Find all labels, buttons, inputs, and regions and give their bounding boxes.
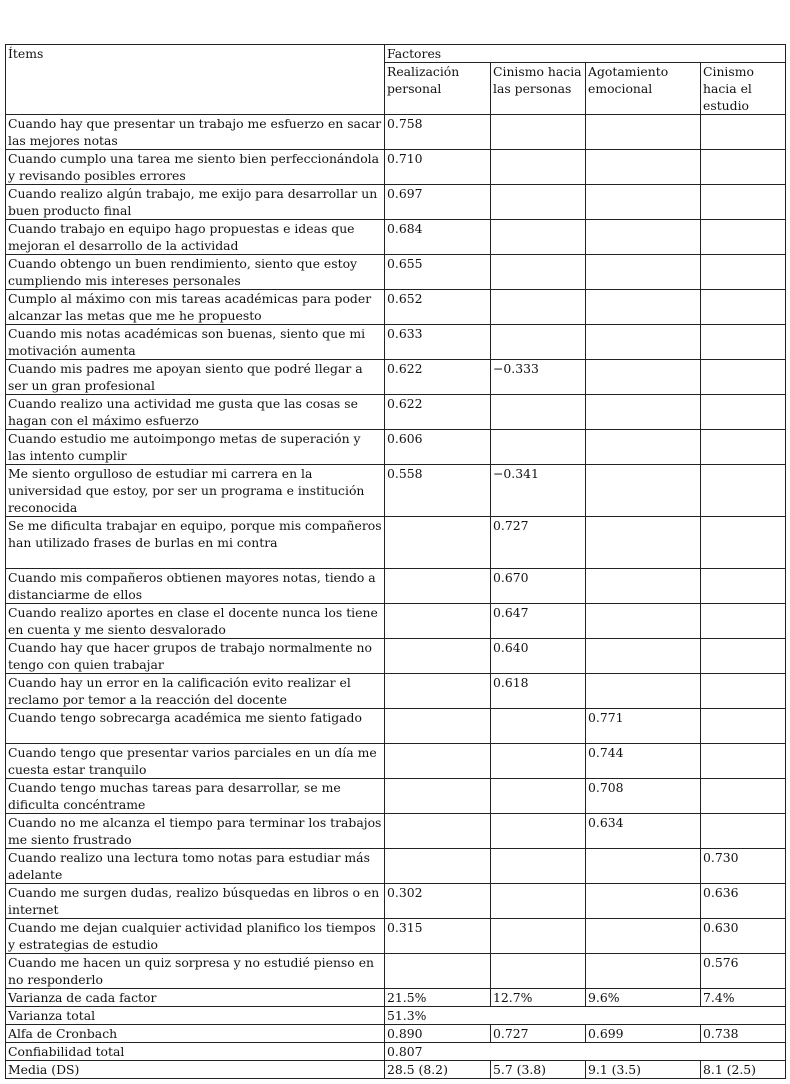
summary-value: 0.699 xyxy=(586,1025,701,1043)
summary-value: 7.4% xyxy=(701,989,786,1007)
loading-cell xyxy=(586,430,701,465)
mean-sd-row xyxy=(6,1061,786,1079)
item-text: Se me dificulta trabajar en equipo, porque mis compañeros han utilizado frases de burlas en mi contra xyxy=(6,517,385,569)
table-row xyxy=(6,639,786,674)
loading-cell xyxy=(701,569,786,604)
item-text: Me siento orgulloso de estudiar mi carrera en la universidad que estoy, por ser un programa e institución reconocida xyxy=(6,465,385,517)
factor-header: Agotamiento emocional xyxy=(586,63,701,115)
summary-value: 8.1 (2.5) xyxy=(701,1061,786,1079)
loading-cell xyxy=(491,884,586,919)
loading-cell xyxy=(586,150,701,185)
loading-cell xyxy=(586,674,701,709)
loading-cell: 0.655 xyxy=(385,255,491,290)
variance-total-row xyxy=(6,1007,786,1025)
loading-cell: 0.315 xyxy=(385,919,491,954)
loading-cell xyxy=(586,849,701,884)
factor-header: Cinismo hacia el estudio xyxy=(701,63,786,115)
item-text: Cuando hay que hacer grupos de trabajo normalmente no tengo con quien trabajar xyxy=(6,639,385,674)
item-text: Cuando tengo sobrecarga académica me siento fatigado xyxy=(6,709,385,744)
loading-cell: 0.652 xyxy=(385,290,491,325)
loading-cell xyxy=(701,220,786,255)
loading-cell xyxy=(586,255,701,290)
loading-cell xyxy=(385,954,491,989)
item-text: Cuando tengo que presentar varios parciales en un día me cuesta estar tranquilo xyxy=(6,744,385,779)
summary-value: 9.6% xyxy=(586,989,701,1007)
loading-cell xyxy=(701,517,786,569)
loading-cell xyxy=(491,744,586,779)
loading-cell xyxy=(701,465,786,517)
loading-cell: 0.618 xyxy=(491,674,586,709)
loading-cell xyxy=(701,814,786,849)
table-row xyxy=(6,744,786,779)
summary-value: 21.5% xyxy=(385,989,491,1007)
item-text: Cuando tengo muchas tareas para desarrollar, se me dificulta concéntrame xyxy=(6,779,385,814)
reliability-total-row xyxy=(6,1043,786,1061)
table-row xyxy=(6,360,786,395)
item-text: Cuando estudio me autoimpongo metas de superación y las intento cumplir xyxy=(6,430,385,465)
factor-header: Realización personal xyxy=(385,63,491,115)
summary-label: Alfa de Cronbach xyxy=(6,1025,385,1043)
item-text: Cuando realizo aportes en clase el docente nunca los tiene en cuenta y me siento desvalorado xyxy=(6,604,385,639)
loading-cell xyxy=(586,220,701,255)
summary-value: 51.3% xyxy=(385,1007,786,1025)
loading-cell xyxy=(586,569,701,604)
loading-cell xyxy=(385,744,491,779)
summary-value: 0.727 xyxy=(491,1025,586,1043)
loading-cell: 0.633 xyxy=(385,325,491,360)
loading-cell xyxy=(491,185,586,220)
loading-cell xyxy=(701,290,786,325)
table-row xyxy=(6,814,786,849)
loading-cell xyxy=(491,814,586,849)
loading-cell: −0.333 xyxy=(491,360,586,395)
loading-cell xyxy=(701,395,786,430)
item-text: Cuando obtengo un buen rendimiento, siento que estoy cumpliendo mis intereses personales xyxy=(6,255,385,290)
item-text: Cuando hay que presentar un trabajo me esfuerzo en sacar las mejores notas xyxy=(6,115,385,150)
loading-cell xyxy=(701,255,786,290)
loading-cell xyxy=(701,150,786,185)
summary-value: 12.7% xyxy=(491,989,586,1007)
table-row xyxy=(6,569,786,604)
loading-cell: 0.636 xyxy=(701,884,786,919)
summary-value: 9.1 (3.5) xyxy=(586,1061,701,1079)
summary-label: Varianza de cada factor xyxy=(6,989,385,1007)
loading-cell xyxy=(491,395,586,430)
loading-cell: 0.622 xyxy=(385,395,491,430)
loading-cell xyxy=(491,709,586,744)
loading-cell xyxy=(586,884,701,919)
summary-value: 5.7 (3.8) xyxy=(491,1061,586,1079)
loading-cell xyxy=(701,185,786,220)
loading-cell xyxy=(586,360,701,395)
summary-value: 0.890 xyxy=(385,1025,491,1043)
loading-cell xyxy=(586,290,701,325)
loading-cell xyxy=(491,430,586,465)
loading-cell xyxy=(701,744,786,779)
table-row xyxy=(6,884,786,919)
table-row xyxy=(6,919,786,954)
item-text: Cuando realizo algún trabajo, me exijo para desarrollar un buen producto final xyxy=(6,185,385,220)
loading-cell xyxy=(586,185,701,220)
summary-value: 0.738 xyxy=(701,1025,786,1043)
loading-cell xyxy=(701,430,786,465)
item-text: Cuando trabajo en equipo hago propuestas e ideas que mejoran el desarrollo de la actividad xyxy=(6,220,385,255)
loading-cell xyxy=(701,674,786,709)
loading-cell xyxy=(385,639,491,674)
loading-cell xyxy=(586,465,701,517)
summary-label: Media (DS) xyxy=(6,1061,385,1079)
loading-cell xyxy=(701,604,786,639)
loading-cell: 0.606 xyxy=(385,430,491,465)
summary-value: 28.5 (8.2) xyxy=(385,1061,491,1079)
loading-cell: 0.576 xyxy=(701,954,786,989)
loading-cell xyxy=(385,709,491,744)
summary-value: 0.807 xyxy=(385,1043,786,1061)
item-text: Cuando me surgen dudas, realizo búsquedas en libros o en internet xyxy=(6,884,385,919)
summary-label: Confiabilidad total xyxy=(6,1043,385,1061)
loading-cell xyxy=(586,639,701,674)
table-row xyxy=(6,779,786,814)
loading-cell xyxy=(385,604,491,639)
item-text: Cumplo al máximo con mis tareas académicas para poder alcanzar las metas que me he propuesto xyxy=(6,290,385,325)
loading-cell: 0.558 xyxy=(385,465,491,517)
table-row xyxy=(6,395,786,430)
loading-cell xyxy=(491,220,586,255)
table-row xyxy=(6,115,786,150)
loading-cell xyxy=(491,849,586,884)
factors-header: Factores xyxy=(385,45,786,63)
table-row xyxy=(6,290,786,325)
loading-cell xyxy=(491,954,586,989)
table-row xyxy=(6,604,786,639)
table-row xyxy=(6,517,786,569)
loading-cell xyxy=(491,779,586,814)
table-row xyxy=(6,674,786,709)
loading-cell: −0.341 xyxy=(491,465,586,517)
loading-cell: 0.302 xyxy=(385,884,491,919)
loading-cell xyxy=(385,814,491,849)
loading-cell xyxy=(586,395,701,430)
loading-cell xyxy=(586,604,701,639)
variance-each-row xyxy=(6,989,786,1007)
loading-cell xyxy=(586,325,701,360)
table-row xyxy=(6,255,786,290)
loading-cell: 0.710 xyxy=(385,150,491,185)
loading-cell xyxy=(491,325,586,360)
table-row xyxy=(6,430,786,465)
loading-cell: 0.634 xyxy=(586,814,701,849)
loading-cell xyxy=(701,779,786,814)
table-row xyxy=(6,709,786,744)
item-text: Cuando me hacen un quiz sorpresa y no estudié pienso en no responderlo xyxy=(6,954,385,989)
table-row xyxy=(6,220,786,255)
loading-cell xyxy=(385,569,491,604)
loading-cell xyxy=(701,709,786,744)
item-text: Cuando me dejan cualquier actividad planifico los tiempos y estrategias de estudio xyxy=(6,919,385,954)
loading-cell xyxy=(491,919,586,954)
table-row xyxy=(6,150,786,185)
loading-cell xyxy=(586,954,701,989)
loading-cell xyxy=(385,674,491,709)
loading-cell: 0.647 xyxy=(491,604,586,639)
loading-cell: 0.670 xyxy=(491,569,586,604)
loading-cell: 0.771 xyxy=(586,709,701,744)
loading-cell xyxy=(701,115,786,150)
items-header: Ítems xyxy=(6,45,385,115)
item-text: Cuando mis notas académicas son buenas, siento que mi motivación aumenta xyxy=(6,325,385,360)
loading-cell xyxy=(491,255,586,290)
loading-cell xyxy=(385,849,491,884)
factor-loadings-table xyxy=(5,44,786,1079)
loading-cell xyxy=(491,150,586,185)
item-text: Cuando realizo una actividad me gusta que las cosas se hagan con el máximo esfuerzo xyxy=(6,395,385,430)
loading-cell: 0.630 xyxy=(701,919,786,954)
loading-cell: 0.744 xyxy=(586,744,701,779)
cronbach-row xyxy=(6,1025,786,1043)
loading-cell xyxy=(701,360,786,395)
loading-cell xyxy=(385,517,491,569)
item-text: Cuando hay un error en la calificación evito realizar el reclamo por temor a la reacción del docente xyxy=(6,674,385,709)
loading-cell: 0.622 xyxy=(385,360,491,395)
table-row xyxy=(6,954,786,989)
loading-cell: 0.684 xyxy=(385,220,491,255)
loading-cell xyxy=(491,290,586,325)
loading-cell: 0.640 xyxy=(491,639,586,674)
item-text: Cuando cumplo una tarea me siento bien perfeccionándola y revisando posibles errores xyxy=(6,150,385,185)
loading-cell: 0.697 xyxy=(385,185,491,220)
table-row xyxy=(6,325,786,360)
table-row xyxy=(6,185,786,220)
loading-cell: 0.727 xyxy=(491,517,586,569)
table-row xyxy=(6,849,786,884)
loading-cell: 0.758 xyxy=(385,115,491,150)
factor-header: Cinismo hacia las personas xyxy=(491,63,586,115)
item-text: Cuando mis compañeros obtienen mayores notas, tiendo a distanciarme de ellos xyxy=(6,569,385,604)
table-row xyxy=(6,465,786,517)
loading-cell xyxy=(701,639,786,674)
item-text: Cuando mis padres me apoyan siento que podré llegar a ser un gran profesional xyxy=(6,360,385,395)
loading-cell: 0.730 xyxy=(701,849,786,884)
loading-cell xyxy=(586,517,701,569)
loading-cell xyxy=(385,779,491,814)
loading-cell xyxy=(491,115,586,150)
item-text: Cuando no me alcanza el tiempo para terminar los trabajos me siento frustrado xyxy=(6,814,385,849)
loading-cell xyxy=(586,919,701,954)
item-text: Cuando realizo una lectura tomo notas para estudiar más adelante xyxy=(6,849,385,884)
loading-cell xyxy=(701,325,786,360)
summary-label: Varianza total xyxy=(6,1007,385,1025)
loading-cell: 0.708 xyxy=(586,779,701,814)
loading-cell xyxy=(586,115,701,150)
